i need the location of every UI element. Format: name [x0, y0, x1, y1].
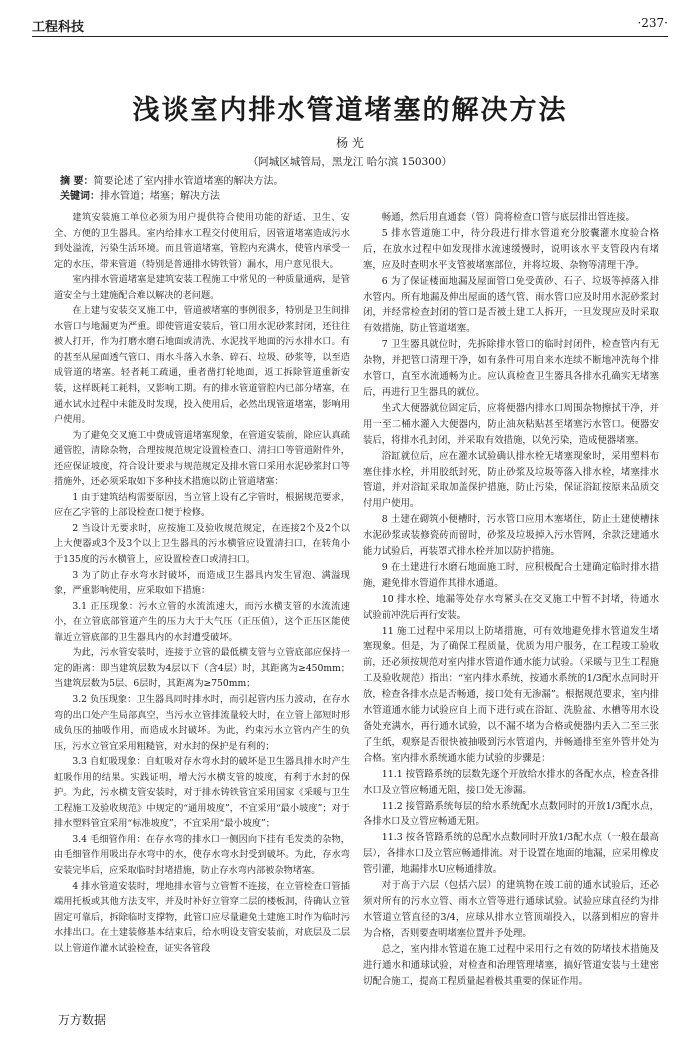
paragraph: 9 在土建进行水磨石地面施工时，应积极配合土建确定临时排水措施，避免排水管道作其排水通道。 — [363, 561, 659, 589]
keywords — [60, 187, 640, 202]
paragraph: 6 为了保证楼面地漏及屋面管口免受黄砂、石子、垃圾等掉落入排水管内。所有地漏及伸出屋面的透气管、雨水管口应及时用水泥砂浆封闭，并经常检查封闭的管口是否被土建工人拆开，一旦发现应及时采取有效措施，防止管道堵塞。 — [363, 275, 659, 335]
paragraph: 7 卫生器具就位时，先拆除排水管口的临时封闭件，检查管内有无杂物，并把管口清理干净，如有条件可用自来水连续不断地冲洗每个排水管口，直至水流通畅为止。应认真检查卫生器具各排水孔确实无堵塞后，再进行卫生器具的就位。 — [363, 339, 659, 398]
paragraph: 在上建与安装交叉施工中，管道被堵塞的事例很多，特别是卫生间排水管口与地漏更为严重。即使管道安装后，管口用水泥砂浆封闭，还往往被人打开，作为打磨水磨石地面或清洗、水泥找平地面的污水排水口。有的甚至从屋面透气管口、雨水斗落入水条、碎石、垃圾、砂浆等，以至造成管道的堵塞。轻者耗工疏通，重者凿打轮地面，返工拆除管道重新安装，这样既耗工耗料，又影响工期。有的排水管道管腔内已部分堵塞，在通水试水过程中未能及时发现，投入使用后，必然出现管道堵塞，影响用户使用。 — [54, 305, 350, 426]
paragraph: 3.3 自虹吸现象：自虹吸对存水弯水封的破坏是卫生器具排水时产生虹吸作用的结果。实践证明，增大污水横支管的坡度，有利于水封的保护。为此，污水横支管安装时，对于排水铸铁管宜采用国家《采暖与卫生工程施工及验收规范》中规定的“通用坡度”，不宜采用“最小坡度”；对于排水塑料管宜采用“标准坡度”，不宜采用“最小坡度”； — [54, 756, 350, 830]
paragraph: 坐式大便器就位固定后，应将便器内排水口周围杂物擦拭干净，并用一至二桶水灌入大便器内，防止油灰粘贴甚至堵塞污水管口。便器安装后，将排水孔封闭，并采取有效措施，以免污染，造成便器堵塞。 — [363, 402, 659, 446]
paragraph: 8 土建在砌筑小便槽时，污水管口应用木塞堵住，防止土建使槽抹水泥砂浆或装修瓷砖而留时，砂浆及垃圾掉入污水管网，余款泛建通水能力试验后，再装罩式排水栓并加以防护措施。 — [363, 514, 659, 558]
paragraph: 11.3 按各管路系统的总配水点数同时开放1/3配水点（一般在最高层），各排水口及立管应畅通排流。对于设置在地面的地漏，应采用橡皮管引灌，地漏排水U应畅通排放。 — [363, 832, 659, 876]
article-title: 浅谈室内排水管道堵塞的解决方法 — [132, 95, 568, 126]
affiliation: （阿城区城管局，黑龙江 哈尔滨 150300） — [247, 156, 453, 168]
paragraph: 浴缸就位后，应在灌水试验确认排水栓无堵塞现象时，采用塑料布塞住排水栓，并用胶纸封死，防止砂浆及垃圾等落入排水栓，堵塞排水管道，并对浴缸采取加盖保护措施，防止污染，保证浴缸按原来品质交付用户使用。 — [363, 450, 659, 510]
paragraph: 1 由于建筑结构需要原因，当立管上设有乙字管时，根据规范要求，应在乙字管的上部设检查口便于检修。 — [54, 491, 350, 519]
paragraph: 11.1 按管路系统的层数先逐个开放给水排水的各配水点，检查各排水口及立管应畅通无阻，接口处无渗漏。 — [363, 768, 659, 796]
paragraph: 2 当设计无要求时，应按施工及验收规范规定，在连接2个及2个以上大便器或3个及3个以上卫生器具的污水横管应设置清扫口，在转角小于135度的污水横管上，应设置检查口或清扫口。 — [54, 522, 350, 566]
paragraph: 4 排水管道安装时，埋地排水管与立管暂不连接，在立管检查口管插端用托板或其他方法支牢，并及时补好立管穿二层的楼板洞，待确认立管固定可靠后，拆除临时支撑物，此管口应尽量避免土建施工时作为临时污水排出口。在土建装修基本结束后，给水明设支管安装前，对底层及二层以上管道作灌水试验检查，证实各管段 — [54, 880, 350, 954]
paragraph: 对于高于六层（包括六层）的建筑物在竣工前的通水试验后，还必须对所有的污水立管、雨水立管等进行通球试验。试验应球直径约为排水管道立管直径的3/4，应球从排水立管顶端投入，以落到相应的窨井为合格，否则要查明堵塞位置并予处理。 — [363, 880, 659, 939]
page-header — [32, 14, 668, 34]
paragraph: 10 排水栓、地漏等处存水弯紧头在交叉施工中暂不封堵，待通水试验前冲洗后再行安装。 — [363, 593, 659, 621]
paragraph: 11 施工过程中采用以上防堵措施，可有效地避免排水管道发生堵塞现象。但是，为了确保工程质量，优质为用户服务，在工程竣工验收前，还必须按规范对室内排水管道作通水能力试验。（采暖与卫生工程施工及验收规范）指出：“室内排水系统，按通水系统的1/3配水点同时开放，检查各排水点是否畅通，接口处有无渗漏”。根据规范要求，室内排水管道通水能力试验应自上而下进行或在浴缸、洗脸盆、水槽等用水设备处充满水，再行通水试验，以不漏不堵为合格或便器内丢入二至三张了生纸，观察是否很快被抽吸到污水管道内，并畅通排至室外管井处为合格。室内排水系统通水能力试验的步骤是： — [363, 625, 659, 764]
paragraph: 3.4 毛细管作用：在存水弯的排水口一侧因向下挂有毛发类的杂物，由毛细管作用吸出存水弯中的水，使存水弯水封受到破坏。为此，存水弯安装完毕后，应采取临时封堵措施，防止存水弯内部被杂物堵塞。 — [54, 833, 350, 876]
keywords-label: 关键词： — [60, 191, 100, 202]
journal-name: 工程科技 — [32, 20, 85, 35]
paragraph: 室内排水管道堵塞是建筑安装工程施工中常见的一种质量通病，是管道安全与土建施配合难以解决的老问题。 — [54, 274, 350, 301]
keywords-text: 排水管道；堵塞；解决方法 — [100, 191, 220, 202]
paragraph: 5 排水管道施工中，待分段进行排水管道充分胶囊灌水度验合格后，在放水过程中如发现排水流速缓慢时，说明该水平支管段内有堵塞，应及时查明水平支管被堵塞部位，并将垃圾、杂物等清理干净。 — [363, 227, 659, 271]
paragraph: 为了避免交叉施工中费成管道堵塞现象，在管道安装前，除应认真疏通管腔，清除杂物，合理按规范规定设置检查口、清扫口等管道附件外，还应保证坡度，符合设计要求与规范规定及排水管口采用水泥砂浆封口等措施外，还必须采取如下多种技术措施以防止管道堵塞： — [54, 429, 350, 488]
right-column — [363, 210, 659, 989]
paragraph: 3.1 正压现象：污水立管的水流流速大，而污水横支管的水流流速小，在立管底部管道产生的压力大于大气压（正压值），这个正压区能使靠近立管底部的卫生器具内的水封遭受破坏。 — [54, 600, 350, 643]
paragraph: 11.2 接管路系统每层的给水系统配水点数同时的开放1/3配水点，各排水口及立管应畅通无阻。 — [363, 800, 659, 828]
paragraph: 建筑安装施工单位必须为用户提供符合使用功能的舒适、卫生、安全、方便的卫生器具。室内给排水工程交付使用后，因管道堵塞造成污水到处溢流，污染生活环境。而且管道堵塞，管腔内充满水，使管内承受一定的水压，带来管道（特别是普通排水铸铁管）漏水，用户意见很大。 — [54, 212, 350, 270]
abstract-label: 摘 要： — [60, 176, 94, 187]
paragraph: 3.2 负压现象：卫生器具同时排水时，而引起管内压力波动，在存水弯的出口处产生局部真空，当污水立管排流量较大时，在立管上部短时形成负压的抽吸作用，而造成水封破坏。为此，约束污水立管内产生的负压，污水立管宜采用粗糙管，对水封的保护是有利的； — [54, 693, 350, 752]
paragraph: 3 为了防止存水弯水封破坏，而造成卫生器具内发生冒泡、满溢现象，严重影响使用，应采取如下措施： — [54, 569, 350, 597]
author: 杨 光 — [336, 136, 364, 150]
header-rule — [32, 36, 668, 37]
page-number: ·237· — [637, 16, 668, 30]
paragraph: 为此，污水管安装时，连接于立管的最低横支管与立管底部应保持一定的距离：即当建筑层数为4层以下（含4层）时，其距离为≥450mm；当建筑层数为5层、6层时，其距离为≥750mm； — [54, 647, 350, 690]
footer-source: 万方数据 — [58, 1013, 107, 1027]
abstract — [60, 172, 640, 187]
left-column — [54, 210, 350, 956]
paragraph: 畅通，然后用直通套（管）筒将检查口管与底层排出管连接。 — [381, 212, 635, 223]
abstract-text: 简要论述了室内排水管道堵塞的解决方法。 — [93, 176, 284, 187]
paragraph: 总之，室内排水管道在施工过程中采用行之有效的防堵技术措施及进行通水和通球试验，对检查和治理管理堵塞，搞好管道安装与土建密切配合施工，提高工程质量起着极其重要的保证作用。 — [363, 943, 659, 987]
